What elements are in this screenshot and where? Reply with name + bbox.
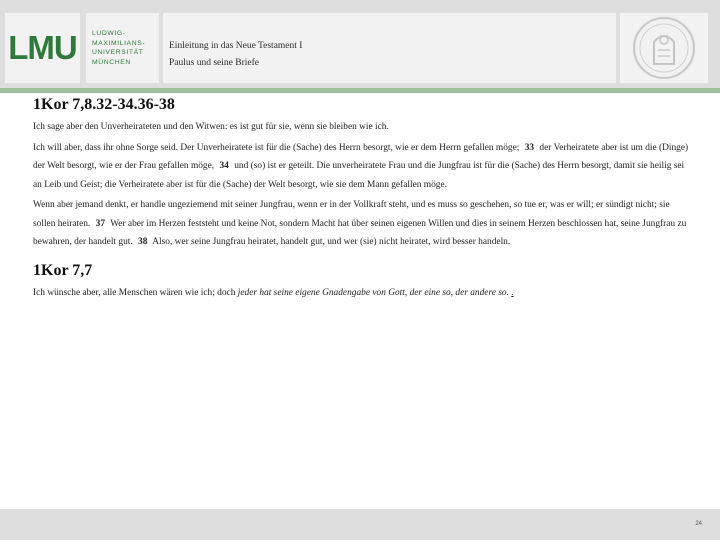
verse-number: 37 xyxy=(95,218,105,229)
lmu-logo xyxy=(5,13,80,83)
accent-bar xyxy=(0,88,720,93)
verse-text: Wer aber im Herzen feststeht und keine Not, sondern Macht hat über seinen eigenen Willen und dies in seinem Herzen beschlossen hat, seine Jungfrau zu bewahren, der handelt gut. xyxy=(33,218,687,247)
verse-text: Also, wer seine Jungfrau heiratet, handelt gut, und wer (sie) nicht heiratet, wird besser handeln. xyxy=(152,237,511,247)
footnote-link[interactable]: . xyxy=(511,287,514,298)
seal-icon xyxy=(632,16,696,80)
verse-number: 38 xyxy=(138,237,148,247)
footer xyxy=(0,509,720,540)
university-name-line: MÜNCHEN xyxy=(92,58,131,66)
university-name-line: LUDWIG- xyxy=(92,30,126,37)
verse-text: Ich will aber, dass ihr ohne Sorge seid. Der Unverheiratete ist für die (Sache) des Herrn besorgt, wie er dem Herrn gefallen möge; xyxy=(33,142,520,153)
verse-paragraph xyxy=(33,284,691,303)
section-title: 1Kor 7,8.32-34.36-38 xyxy=(33,96,175,113)
emphasized-verse-text: jeder hat seine eigene Gnadengabe von Gott, der eine so, der andere so. xyxy=(237,287,509,298)
university-name-line: MAXIMILIANS- xyxy=(92,39,146,47)
verse-paragraph: Ich sage aber den Unverheirateten und den Witwen: es ist gut für sie, wenn sie bleiben wie ich. xyxy=(33,122,389,132)
verse-text: der Verheiratete aber ist um die (Dinge) der Welt besorgt, wie er der Frau gefallen möge, xyxy=(33,142,689,171)
university-name-line: UNIVERSITÄT xyxy=(92,49,144,56)
logo-text: LMU xyxy=(8,29,77,66)
course-subtitle: Paulus und seine Briefe xyxy=(169,58,259,68)
university-name xyxy=(86,13,159,83)
page-number: 24 xyxy=(695,521,702,527)
verse-number: 33 xyxy=(524,142,535,153)
verse-text: Wenn aber jemand denkt, er handle ungeziemend mit seiner Jungfrau, wenn er in der Vollkraft steht, und es muss so geschehen, so tue er, was er will; er sündigt nicht; sie sollen heiraten. xyxy=(33,200,670,229)
verse-text: und (so) ist er geteilt. Die unverheiratete Frau und die Jungfrau ist für die (Sache) des Herrn besorgt, damit sie heilig sei an Leib und Geist; die Verheiratete aber ist für die (Sache) der Welt besorgt, wie sie dem Mann gefallen möge. xyxy=(33,161,685,190)
verse-paragraph xyxy=(33,196,691,252)
course-title-panel xyxy=(163,13,616,83)
header xyxy=(0,0,720,88)
verse-text: Ich wünsche aber, alle Menschen wären wie ich; doch xyxy=(33,287,236,298)
slide-content xyxy=(33,96,691,302)
verse-number: 34 xyxy=(219,161,229,171)
course-title: Einleitung in das Neue Testament I xyxy=(169,41,303,51)
section-title: 1Kor 7,7 xyxy=(33,261,93,279)
university-seal xyxy=(620,13,708,83)
verse-paragraph xyxy=(33,139,691,195)
